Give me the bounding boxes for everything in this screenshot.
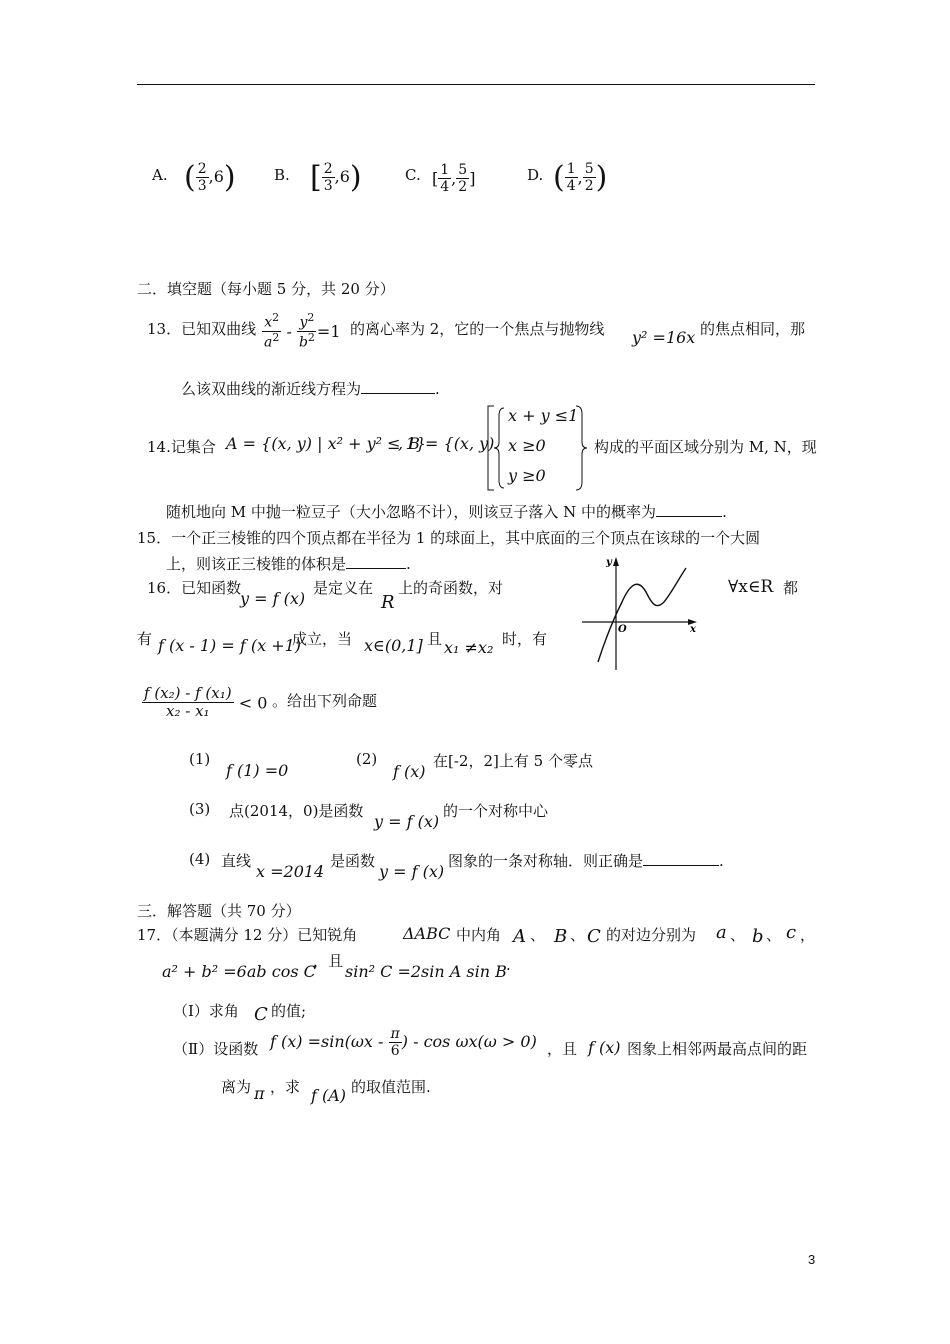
q16-p2-label: (2) [356,750,378,768]
q16-du: 都 [783,579,799,597]
header-rule [137,84,815,85]
q17-sep2: 、 [570,926,586,944]
q17-part2-fA: f (A) [311,1086,347,1105]
q17-comma: ， [800,926,816,944]
q17-mid: 中内角 [456,926,502,944]
choice-d-label: D. [527,166,544,184]
q17-vertex-a: A [513,926,526,947]
q13-prefix: 13．已知双曲线 [147,320,257,338]
q17-part1-tail: 的值; [271,1002,307,1020]
q14-set-b-head: , B = {(x, y) [398,434,495,453]
q17-part1-c: C [254,1004,268,1025]
q17-sep3: 、 [730,926,746,944]
q17-part1-label: （Ⅰ）求角 [173,1002,239,1020]
q16-p4-text: 直线 [221,852,252,870]
q16-graph-origin-label: O [618,624,627,635]
q16-qie: 且 [427,630,443,648]
q14-cond-1: x + y ≤1 [508,406,579,425]
q15-line1: 15．一个正三棱锥的四个顶点都在半径为 1 的球面上，其中底面的三个顶点在该球的一个大圆 [137,529,761,547]
section-2-heading: 二．填空题（每小题 5 分，共 20 分） [137,280,395,298]
choice-c-label: C. [405,166,421,184]
q16-prefix: 16．已知函数 [147,579,242,597]
q14-cond-2: x ≥0 [508,436,546,455]
q13-hyperbola: $\frac{x^2}{a^2}$ - $\frac{y^2}{b^2}$ =1 [264,311,341,351]
q16-you: 有 [137,630,153,648]
choice-a-label: A. [152,166,168,184]
q17-sep1: 、 [530,926,546,944]
q16-answer-blank [643,865,719,866]
q16-func: y = f (x) [240,589,306,608]
choice-a: ( $\frac{2}{3}$ ,6) [184,160,236,195]
q17-vertex-c: C [587,926,601,947]
q14-tail: 构成的平面区域分别为 M, N，现 [594,438,817,456]
q13-parabola: y² =16x [632,328,696,347]
q14-prefix: 14.记集合 [147,438,216,456]
q16-graph-curve [598,568,686,662]
q17-part2-line2: 离为 [221,1078,252,1096]
q16-interval: x∈(0,1] [364,636,423,655]
q16-mid: 是定义在 [313,579,374,597]
q17-prefix: 17．（本题满分 12 分）已知锐角 [137,926,358,944]
section-3-heading: 三．解答题（共 70 分） [137,902,301,920]
q17-part2-pi: π [254,1084,265,1103]
q17-part2-mid: ，且 [547,1040,578,1058]
q16-p3-tail: 的一个对称中心 [443,802,549,820]
q16-difference-quotient: $\frac{\text{f (x₂) - f (x₁)}}{\text{x₂ - x₁}}$ < 0 [144,684,268,721]
choice-c: [ $\frac{1}{4}$ , $\frac{5}{2}$ ] [432,162,476,196]
q17-qie: ，且 [313,952,344,970]
q16-graph-y-label: y [606,557,612,568]
q14-line2: 随机地向 M 中抛一粒豆子（大小忽略不计），则该豆子落入 N 中的概率为 . [166,503,727,521]
q17-side-b: b [752,926,764,947]
q16-p4-label: (4) [189,850,211,868]
q17-part2-qiu: ，求 [270,1078,301,1096]
q16-graph-x-label: x [690,624,696,635]
q16-p1: f (1) =0 [226,761,289,780]
q15-line2: 上，则该正三棱锥的体积是 . [166,555,411,573]
q13-tail: 的焦点相同，那 [700,320,806,338]
q13-mid: 的离心率为 2，它的一个焦点与抛物线 [350,320,605,338]
q16-p3-func: y = f (x) [374,812,440,831]
q13-answer-blank [361,393,435,394]
q16-R: R [381,592,395,613]
q17-equation-2: sin² C =2sin A sin B [345,962,507,981]
q17-equation-1: a² + b² =6ab cos C [162,962,316,981]
choice-d: ( $\frac{1}{4}$ , $\frac{5}{2}$ ) [553,160,608,195]
q15-answer-blank [346,568,406,569]
q16-neq: x₁ ≠x₂ [444,638,494,657]
q16-p4-tail: 图象的一条对称轴．则正确是 . [448,852,724,870]
q16-chengli: 成立，当 [292,630,353,648]
q17-part2-fx: f (x) [588,1038,621,1057]
q16-p1-label: (1) [189,750,211,768]
q16-p4-mid: 是函数 [330,852,376,870]
q16-shi: 时，有 [502,630,548,648]
q16-p3-text: 点(2014，0)是函数 [229,802,364,820]
q16-give: 。给出下列命题 [272,692,378,710]
q16-graph [580,552,700,674]
q17-sep4: 、 [766,926,782,944]
q16-p2-func: f (x) [393,762,426,781]
q16-p2-text: 在[-2，2]上有 5 个零点 [433,752,593,770]
q16-p3-label: (3) [189,800,211,818]
q17-part2-end: 的取值范围. [351,1078,431,1096]
q16-equation: f (x - 1) = f (x +1) [158,636,302,655]
q14-answer-blank [656,516,722,517]
q14-set-a: A = {(x, y) | x² + y² ≤ 1} [226,434,426,453]
q17-dot: . [506,956,511,974]
choice-b: [ $\frac{2}{3}$ ,6) [310,160,362,195]
q16-forall: ∀x∈R [728,577,774,597]
q17-side-a: a [716,922,727,943]
q17-part2-label: （Ⅱ）设函数 [173,1040,259,1058]
q17-side-c: c [786,922,797,943]
page-number: 3 [808,1252,816,1267]
q17-part2-tail: 图象上相邻两最高点间的距 [627,1040,808,1058]
q17-sides: 的对边分别为 [606,926,697,944]
choice-b-label: B. [274,166,290,184]
q16-p4-eq: x =2014 [256,862,325,881]
q17-triangle: ΔABC [403,924,451,943]
q16-p4-func: y = f (x) [379,862,445,881]
q17-part2-function: f (x) =sin(ωx - $\frac{\pi}{6}$ ) - cos ωx(ω > 0) [270,1026,537,1060]
q17-vertex-b: B [554,926,568,947]
q13-line2: 么该双曲线的渐近线方程为 . [181,380,440,398]
q16-tail: 上的奇函数，对 [398,579,504,597]
q14-cond-3: y ≥0 [508,466,546,485]
